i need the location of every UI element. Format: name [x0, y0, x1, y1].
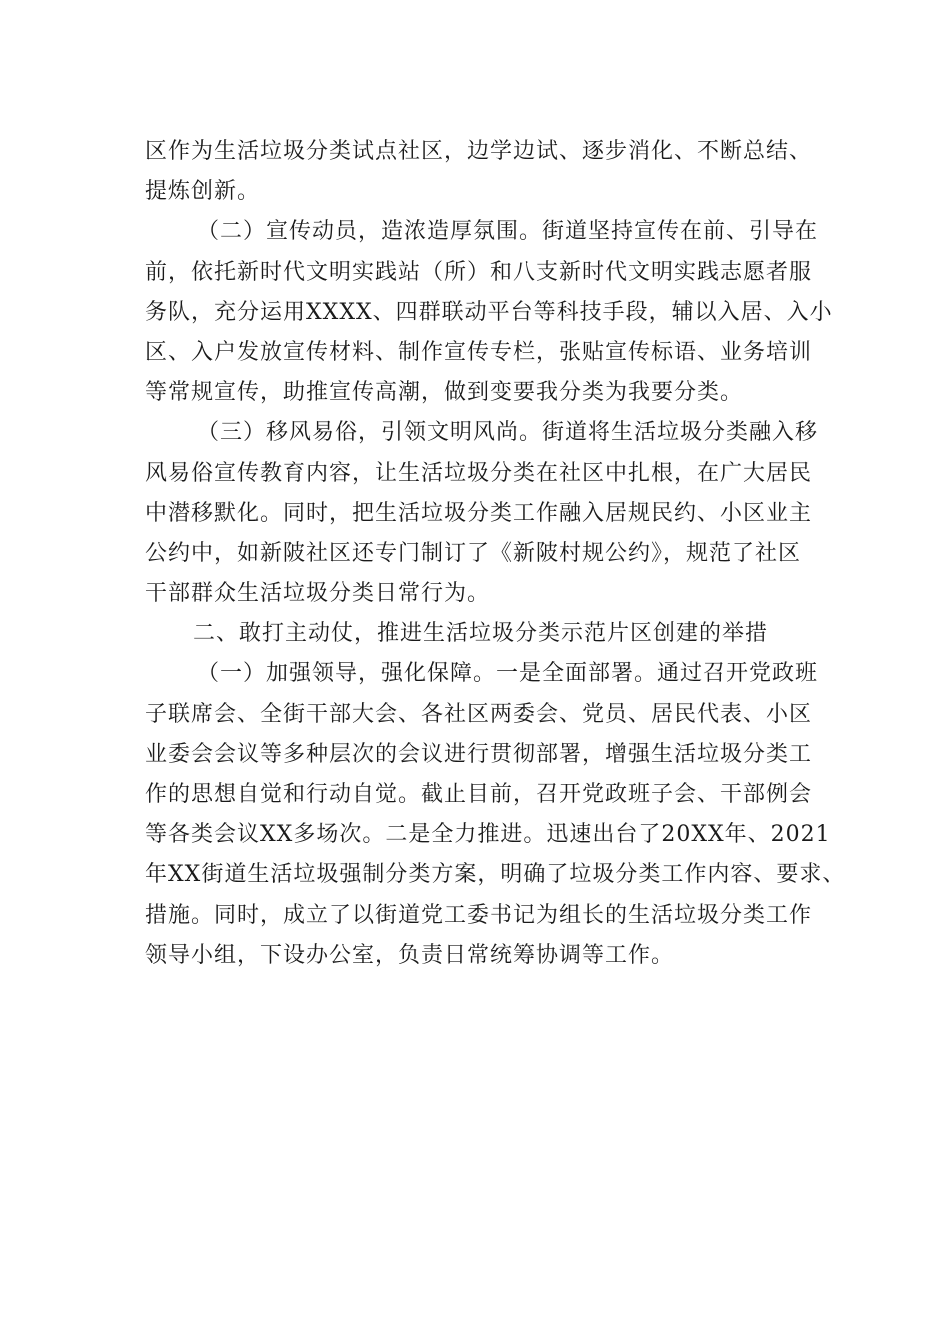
- text-line: 提炼创新。: [145, 179, 261, 205]
- text-line: 前，依托新时代文明实践站（所）和八支新时代文明实践志愿者服: [145, 259, 813, 285]
- text-line: 务队，充分运用XXXX、四群联动平台等科技手段，辅以入居、入小: [145, 299, 833, 325]
- text-line: 风易俗宣传教育内容，让生活垃圾分类在社区中扎根，在广大居民: [145, 460, 813, 486]
- text-line: 子联席会、全街干部大会、各社区两委会、党员、居民代表、小区: [145, 701, 813, 727]
- text-line: 等各类会议XX多场次。二是全力推进。迅速出台了20XX年、2021: [145, 822, 831, 848]
- text-line: 业委会会议等多种层次的会议进行贯彻部署，增强生活垃圾分类工: [145, 741, 813, 767]
- text-line: 中潜移默化。同时，把生活垃圾分类工作融入居规民约、小区业主: [145, 500, 813, 526]
- text-line: 领导小组，下设办公室，负责日常统筹协调等工作。: [145, 942, 675, 968]
- paragraph-start-line: （三）移风易俗，引领文明风尚。街道将生活垃圾分类融入移: [197, 420, 819, 446]
- text-line: 区作为生活垃圾分类试点社区，边学边试、逐步消化、不断总结、: [145, 139, 813, 164]
- text-line: 等常规宣传，助推宣传高潮，做到变要我分类为我要分类。: [145, 380, 744, 406]
- paragraph-start-line: （二）宣传动员，造浓造厚氛围。街道坚持宣传在前、引导在: [197, 219, 819, 245]
- text-line: 作的思想自觉和行动自觉。截止目前，召开党政班子会、干部例会: [145, 782, 813, 807]
- paragraph-start-line: （一）加强领导，强化保障。一是全面部署。通过召开党政班: [197, 661, 819, 687]
- text-line: 年XX街道生活垃圾强制分类方案，明确了垃圾分类工作内容、要求、: [145, 862, 846, 888]
- document-body: [145, 132, 846, 976]
- text-line: 措施。同时，成立了以街道党工委书记为组长的生活垃圾分类工作: [145, 902, 813, 928]
- text-line: 公约中，如新陂社区还专门制订了《新陂村规公约》，规范了社区: [145, 540, 802, 566]
- text-line: 区、入户发放宣传材料、制作宣传专栏，张贴宣传标语、业务培训: [145, 339, 813, 365]
- text-line: 干部群众生活垃圾分类日常行为。: [145, 581, 491, 607]
- section-heading: 二、敢打主动仗，推进生活垃圾分类示范片区创建的举措: [193, 621, 769, 647]
